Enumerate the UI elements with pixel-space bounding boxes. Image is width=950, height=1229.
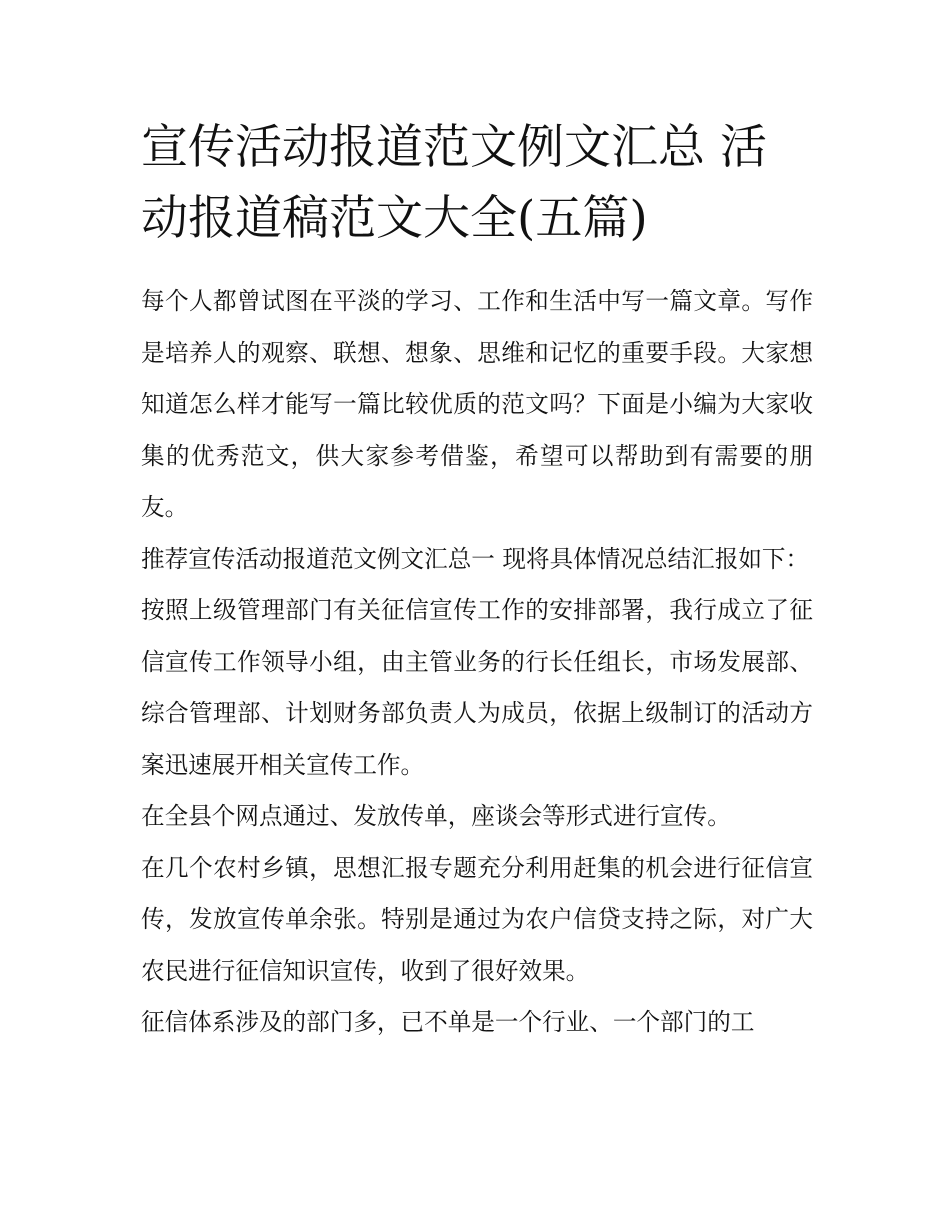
paragraph-intro: 每个人都曾试图在平淡的学习、工作和生活中写一篇文章。写作是培养人的观察、联想、想象、思维和记忆的重要手段。大家想知道怎么样才能写一篇比较优质的范文吗？下面是小编为大家收集的优秀范文，供大家参考借鉴，希望可以帮助到有需要的朋友。	[141, 287, 813, 521]
paragraph-branches: 在全县个网点通过、发放传单，座谈会等形式进行宣传。	[141, 802, 731, 830]
paragraph-recommend: 推荐宣传活动报道范文例文汇总一 现将具体情况总结汇报如下：	[141, 544, 810, 573]
document-page	[141, 112, 813, 1049]
paragraph-departments: 征信体系涉及的部门多，已不单是一个行业、一个部门的工	[141, 1008, 755, 1036]
paragraph-organization: 按照上级管理部门有关征信宣传工作的安排部署，我行成立了征信宣传工作领导小组，由主管业务的行长任组长，市场发展部、综合管理部、计划财务部负责人为成员，依据上级制订的活动方案迅速展开相关宣传工作。	[141, 596, 813, 779]
document-body	[141, 276, 813, 1049]
document-title: 宣传活动报道范文例文汇总 活动报道稿范文大全(五篇)	[141, 120, 767, 246]
paragraph-rural: 在几个农村乡镇，思想汇报专题充分利用赶集的机会进行征信宣传，发放宣传单余张。特别是通过为农户信贷支持之际，对广大农民进行征信知识宣传，收到了很好效果。	[141, 853, 813, 985]
